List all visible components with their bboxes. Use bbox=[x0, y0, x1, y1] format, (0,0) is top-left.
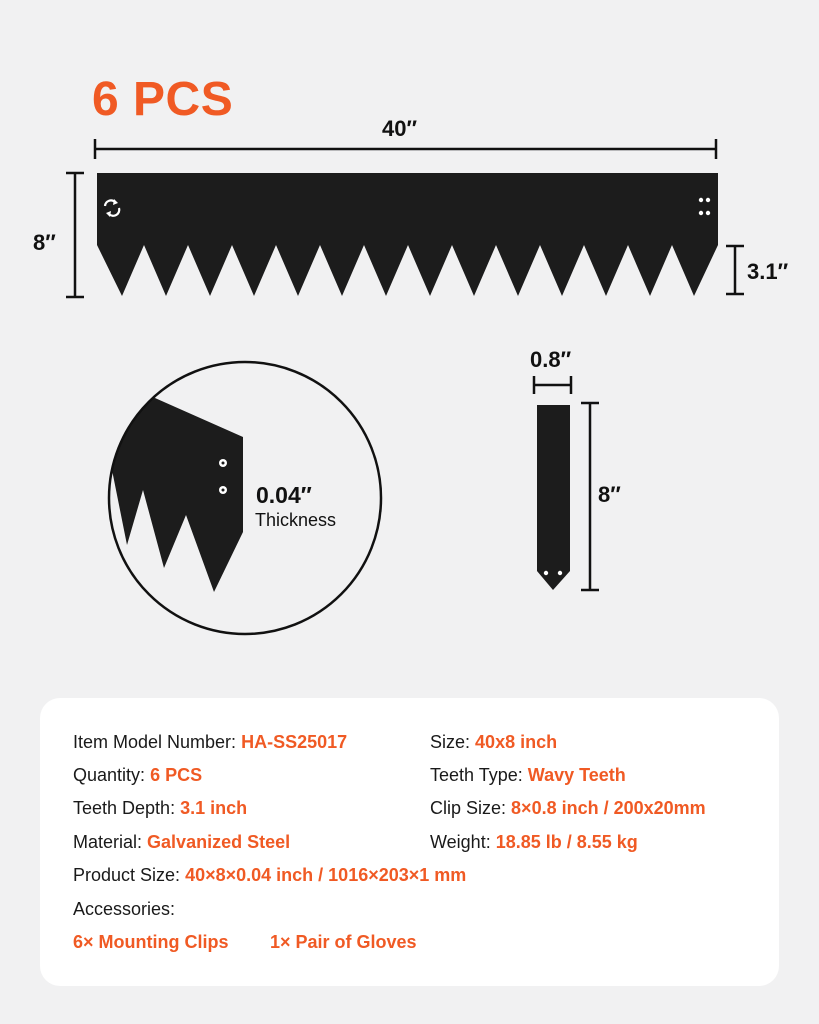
spec-quantity: Quantity: 6 PCS bbox=[73, 765, 203, 785]
clip-height-label: 8″ bbox=[598, 482, 621, 507]
spec-clip-size: Clip Size: 8×0.8 inch / 200x20mm bbox=[430, 798, 706, 818]
accessory-mounting-clips: 6× Mounting Clips bbox=[73, 932, 229, 952]
height-dimension-line bbox=[66, 173, 84, 297]
teeth-depth-dimension-line bbox=[726, 246, 744, 294]
clip-height-dimension-line bbox=[581, 403, 599, 590]
spec-material: Material: Galvanized Steel bbox=[73, 832, 291, 852]
spec-teeth-depth: Teeth Depth: 3.1 inch bbox=[73, 798, 248, 818]
quantity-headline: 6 PCS bbox=[92, 73, 234, 126]
spec-model-number: Item Model Number: HA-SS25017 bbox=[73, 732, 348, 752]
length-label: 40″ bbox=[382, 116, 418, 141]
thickness-value: 0.04″ bbox=[256, 482, 312, 508]
accessories-label: Accessories: bbox=[73, 899, 176, 919]
clip-width-label: 0.8″ bbox=[530, 347, 572, 372]
spec-weight: Weight: 18.85 lb / 8.55 kg bbox=[430, 832, 638, 852]
edging-panel bbox=[97, 173, 718, 296]
spec-teeth-type: Teeth Type: Wavy Teeth bbox=[430, 765, 626, 785]
length-dimension-line bbox=[95, 139, 716, 159]
thickness-label: Thickness bbox=[255, 510, 337, 530]
spec-product-size: Product Size: 40×8×0.04 inch / 1016×203×1 mm bbox=[73, 865, 467, 885]
teeth-depth-label: 3.1″ bbox=[747, 259, 789, 284]
accessory-gloves: 1× Pair of Gloves bbox=[270, 932, 417, 952]
height-label: 8″ bbox=[33, 230, 56, 255]
spec-size: Size: 40x8 inch bbox=[430, 732, 558, 752]
mounting-clip bbox=[537, 405, 570, 590]
clip-width-dimension-line bbox=[534, 376, 571, 394]
